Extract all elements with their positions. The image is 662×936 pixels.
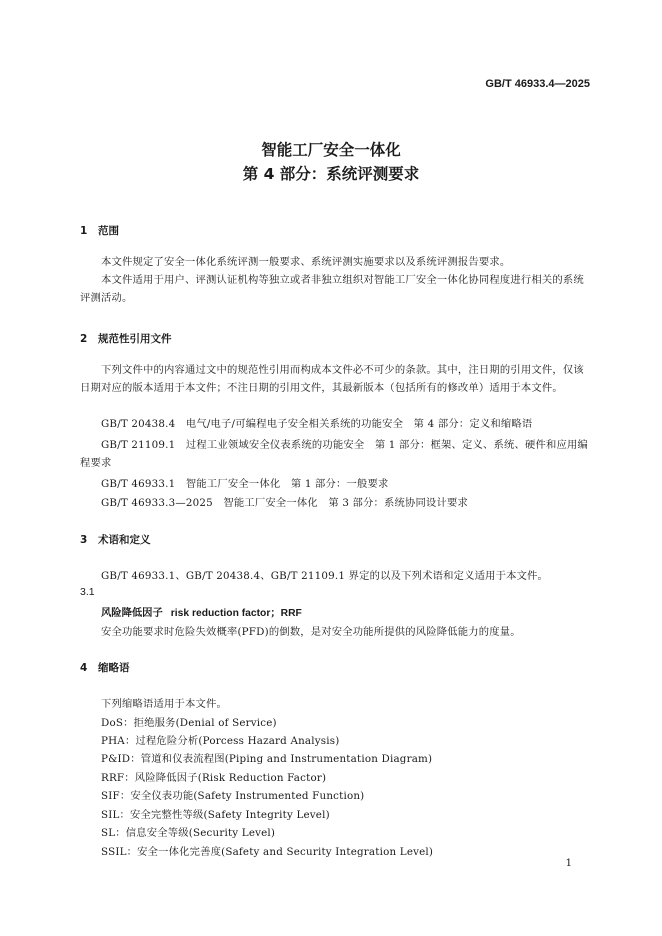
abbreviation-item: SIF：安全仪表功能(Safety Instrumented Function)	[101, 790, 365, 802]
document-subtitle: 第 4 部分：系统评测要求	[242, 165, 420, 183]
abbreviation-item: SSIL：安全一体化完善度(Safety and Security Integration Level)	[101, 846, 434, 858]
abbreviation-item: SL：信息安全等级(Security Level)	[101, 827, 276, 839]
paragraph: 本文件适用于用户、评测认证机构等独立或者非独立组织对智能工厂安全一体化协同程度进行相关的系统评测活动。	[80, 274, 584, 304]
reference-item: GB/T 20438.4 电气/电子/可编程电子安全相关系统的功能安全 第 4 部分：定义和缩略语	[101, 418, 533, 430]
section-heading-norm-refs	[80, 331, 172, 346]
term-name-en: risk reduction factor；RRF	[170, 608, 302, 619]
section-number: 1	[80, 225, 88, 237]
standard-code: GB/T 46933.4—2025	[485, 78, 590, 90]
paragraph: GB/T 46933.1、GB/T 20438.4、GB/T 21109.1 界定的以及下列术语和定义适用于本文件。	[101, 570, 549, 582]
abbreviation-item: PHA：过程危险分析(Porcess Hazard Analysis)	[101, 735, 340, 747]
paragraph: 本文件规定了安全一体化系统评测一般要求、系统评测实施要求以及系统评测报告要求。	[101, 256, 511, 268]
section-heading-abbrev	[80, 660, 130, 675]
paragraph: 下列文件中的内容通过文中的规范性引用而构成本文件必不可少的条款。其中，注日期的引用文件，仅该日期对应的版本适用于本文件；不注日期的引用文件，其最新版本（包括所有的修改单）适用于本文件。	[80, 364, 584, 394]
abbreviation-item: P&ID：管道和仪表流程图(Piping and Instrumentation Diagram)	[101, 753, 433, 765]
paragraph: 下列缩略语适用于本文件。	[101, 698, 227, 710]
section-heading-terms	[80, 532, 151, 547]
reference-item: GB/T 46933.3—2025 智能工厂安全一体化 第 3 部分：系统协同设计要求	[101, 497, 469, 509]
page-number: 1	[565, 858, 572, 869]
abbreviation-item: SIL：安全完整性等级(Safety Integrity Level)	[101, 809, 330, 821]
section-heading-scope	[80, 223, 119, 238]
section-title: 规范性引用文件	[98, 333, 172, 345]
reference-item: GB/T 46933.1 智能工厂安全一体化 第 1 部分：一般要求	[101, 478, 389, 490]
term-name	[101, 604, 302, 619]
reference-item: GB/T 21109.1 过程工业领域安全仪表系统的功能安全 第 1 部分：框架、定义、系统、硬件和应用编程要求	[80, 439, 588, 469]
term-name-zh: 风险降低因子	[101, 607, 163, 619]
abbreviation-item: DoS：拒绝服务(Denial of Service)	[101, 717, 277, 729]
section-number: 4	[80, 662, 88, 674]
abbreviation-item: RRF：风险降低因子(Risk Reduction Factor)	[101, 772, 327, 784]
section-title: 范围	[98, 225, 119, 237]
section-number: 2	[80, 333, 88, 345]
section-title: 术语和定义	[98, 534, 151, 546]
section-title: 缩略语	[98, 662, 130, 674]
document-title: 智能工厂安全一体化	[261, 141, 401, 159]
term-number: 3.1	[80, 586, 95, 598]
term-definition: 安全功能要求时危险失效概率(PFD)的倒数，是对安全功能所提供的风险降低能力的度量。	[101, 626, 521, 638]
section-number: 3	[80, 534, 88, 546]
